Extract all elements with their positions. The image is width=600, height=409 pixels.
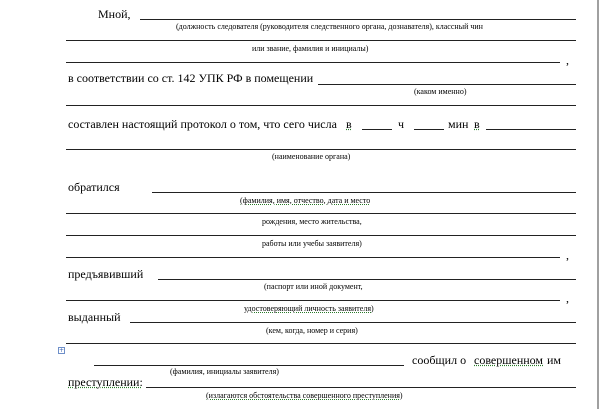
line7-text-c: им	[547, 353, 562, 367]
crime-circumstances-field[interactable]	[146, 387, 576, 388]
line3-field[interactable]	[486, 129, 576, 130]
page-edge	[597, 0, 599, 409]
line2-field[interactable]	[318, 84, 576, 85]
line2-text: в соответствии со ст. 142 УПК РФ в помещении	[68, 71, 314, 85]
line6-field-a[interactable]	[130, 322, 576, 323]
line4-label: обратился	[68, 180, 120, 194]
line4-field-d[interactable]	[66, 257, 560, 258]
line3-v2: в	[474, 117, 480, 131]
line1-hint-b: или звание, фамилия и инициалы)	[252, 44, 369, 53]
line3-text: составлен настоящий протокол о том, что сего числа	[68, 117, 337, 131]
line1-field-a[interactable]	[140, 19, 576, 20]
line5-field-a[interactable]	[158, 279, 576, 280]
paragraph-marker-icon[interactable]: +	[59, 347, 65, 354]
line3-min: мин	[448, 117, 469, 131]
line5-hint-b: удостоверяющий личность заявителя)	[244, 304, 374, 313]
line4-field-b[interactable]	[66, 213, 576, 214]
line7-text-a: сообщил о	[412, 353, 467, 367]
line4-hint-a: (фамилия, имя, отчество, дата и место	[240, 196, 371, 205]
line5-hint-a: (паспорт или иной документ,	[264, 282, 363, 291]
line4-field-a[interactable]	[152, 192, 576, 193]
line3-ch: ч	[398, 117, 405, 131]
line4-field-c[interactable]	[66, 235, 576, 236]
line2-hint: (каком именно)	[414, 87, 467, 96]
line3-hint: (наименование органа)	[272, 152, 351, 161]
line4-hint-b: рождения, место жительства,	[262, 217, 362, 226]
line1-comma: ,	[566, 53, 569, 67]
line1-hint-a: (должность следователя (руководителя следственного органа, дознавателя), классный чин	[176, 22, 483, 31]
line7-text-b: совершенном	[474, 353, 544, 367]
line3-field-b[interactable]	[66, 149, 576, 150]
line5-label: предъявивший	[68, 267, 144, 281]
hour-field[interactable]	[362, 129, 392, 130]
line8-label: преступлении:	[68, 375, 143, 389]
line2-field-b[interactable]	[66, 105, 576, 106]
line5-field-b[interactable]	[66, 300, 560, 301]
line1-prefix: Мной,	[98, 7, 131, 21]
line3-v1: в	[346, 117, 352, 131]
line1-field-c[interactable]	[66, 62, 560, 63]
line5-comma: ,	[566, 291, 569, 305]
minute-field[interactable]	[414, 129, 444, 130]
applicant-name-field[interactable]	[94, 365, 404, 366]
line6-hint: (кем, когда, номер и серия)	[266, 326, 358, 335]
line8-hint: (излагаются обстоятельства совершенного преступления)	[206, 391, 403, 400]
line6-field-b[interactable]	[66, 343, 576, 344]
line6-label: выданный	[68, 310, 121, 324]
line1-field-b[interactable]	[66, 40, 576, 41]
line4-comma: ,	[566, 248, 569, 262]
line7-hint: (фамилия, инициалы заявителя)	[170, 367, 279, 376]
line4-hint-c: работы или учебы заявителя)	[262, 239, 362, 248]
